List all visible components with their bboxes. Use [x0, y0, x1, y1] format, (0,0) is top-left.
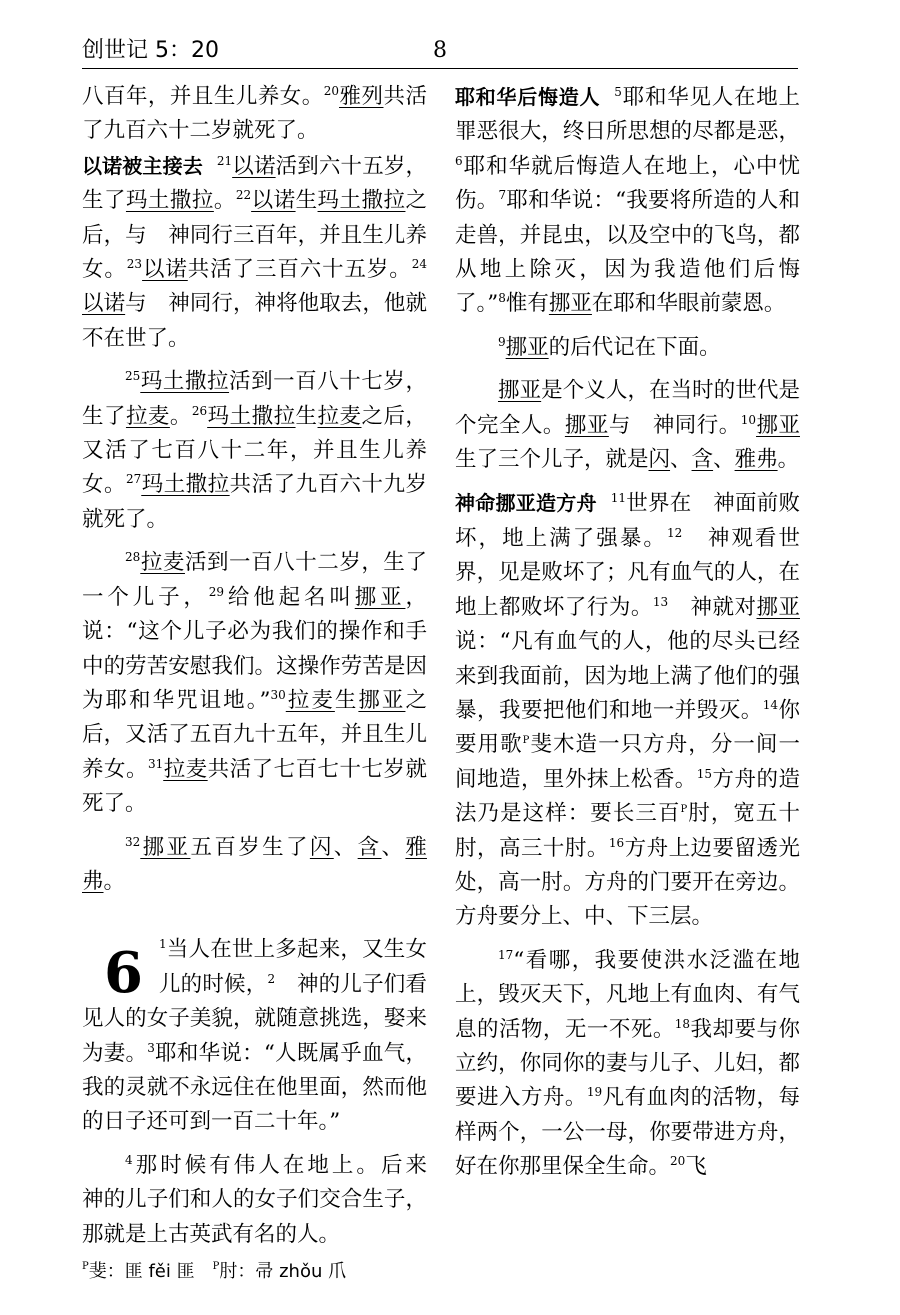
proper-name: 雅列: [339, 84, 384, 109]
section-heading: 耶和华后悔造人: [455, 85, 601, 109]
paragraph-noah-generations: $^9$挪亚的后代记在下面。: [498, 334, 721, 360]
right-column: [455, 80, 800, 1185]
chapter-verse-reference: 创世记 5：20: [82, 38, 219, 63]
section-heading: 神命挪亚造方舟: [455, 491, 597, 516]
paragraph-flood: $^{17}$“看哪，我要使洪水泛滥在地上，毁灭天下，凡地上有血肉、有气息的活物，无一不死。$^{18}$我却要与你立约，你同你的妻与儿子、儿妇，都要进入方舟。$^{19}$凡有血肉的活物，每样两个，一公一母，你要带进方舟，好在你那里保全生命。$^{20}$飞: [455, 947, 800, 1180]
chapter-number: 6: [104, 940, 143, 1007]
paragraph-build-ark: 神命挪亚造方舟 $^{11}$世界在 神面前败坏，地上满了强暴。$^{12}$ 神观看世界，见是败坏了；凡有血气的人，在地上都败坏了行为。$^{13}$ 神就对挪亚说：“凡有血气的人，他的尽头已经来到我面前，因为地上满了他们的强暴，我要把他们和地一并毁灭。$^{14}$你要用歌$^P$斐木造一只方舟，分一间一间地造，里外抹上松香。$^{15}$方舟的造法乃是这样：要长三百$^P$肘，宽五十肘，高三十肘。$^{16}$方舟上边要留透光处，高一肘。方舟的门要开在旁边。方舟要分上、中、下三层。: [455, 491, 800, 930]
chapter-6-opening: 6 $^1$当人在世上多起来，又生女儿的时候，$^2$ 神的儿子们看见人的女子美貌，就随意挑选，娶来为妻。$^3$耶和华说：“人既属乎血气，我的灵就不永远住在他里面，然而他的日子还可到一百二十年。”: [82, 937, 427, 1135]
paragraph-5-20: 八百年，并且生儿养女。$^{20}$雅列共活了九百六十二岁就死了。: [82, 84, 427, 144]
paragraph-giants: $^4$那时候有伟人在地上。后来 神的儿子们和人的女子们交合生子，那就是上古英武有名的人。: [82, 1152, 449, 1247]
left-column: [82, 80, 449, 1252]
section-heading: 以诺被主接去: [82, 153, 203, 178]
footnote: $^P$斐：匪 fěi 匪 $^P$肘：帚 zhǒu 爪: [82, 1261, 347, 1282]
footnote-marker: P: [522, 735, 530, 747]
paragraph-lord-regrets: 耶和华后悔造人 $^5$耶和华见人在地上罪恶很大，终日所思想的尽都是恶，$^6$耶和华就后悔造人在地上，心中忧伤。$^7$耶和华说：“我要将所造的人和走兽，并昆虫，以及空中的飞鸟，都从地上除灭，因为我造他们后悔了。”$^8$惟有挪亚在耶和华眼前蒙恩。: [455, 85, 800, 317]
running-head: [82, 34, 798, 69]
paragraph-noah-sons: $^{32}$挪亚五百岁生了闪、含、雅弗。: [82, 834, 427, 894]
page-number: 8: [433, 38, 447, 63]
paragraph-lamech: $^{28}$拉麦活到一百八十二岁，生了一个儿子，$^{29}$给他起名叫挪亚，说：“这个儿子必为我们的操作和手中的劳苦安慰我们。这操作劳苦是因为耶和华咒诅地。”$^{30}$拉麦生挪亚之后，又活了五百九十五年，并且生儿养女。$^{31}$拉麦共活了七百七十七岁就死了。: [82, 550, 427, 817]
paragraph-enoch: 以诺被主接去 $^{21}$以诺活到六十五岁，生了玛土撒拉。$^{22}$以诺生玛土撒拉之后，与 神同行三百年，并且生儿养女。$^{23}$以诺共活了三百六十五岁。$^{24}$以诺与 神同行，神将他取去，他就不在世了。: [82, 153, 427, 351]
paragraph-noah-righteous: 挪亚是个义人，在当时的世代是个完全人。挪亚与 神同行。$^{10}$挪亚生了三个儿子，就是闪、含、雅弗。: [455, 378, 800, 473]
paragraph-methuselah: $^{25}$玛土撒拉活到一百八十七岁，生了拉麦。$^{26}$玛土撒拉生拉麦之后，又活了七百八十二年，并且生儿养女。$^{27}$玛土撒拉共活了九百六十九岁就死了。: [82, 369, 427, 532]
verse-number: 20: [323, 84, 340, 98]
footnote-marker: P: [680, 804, 688, 816]
